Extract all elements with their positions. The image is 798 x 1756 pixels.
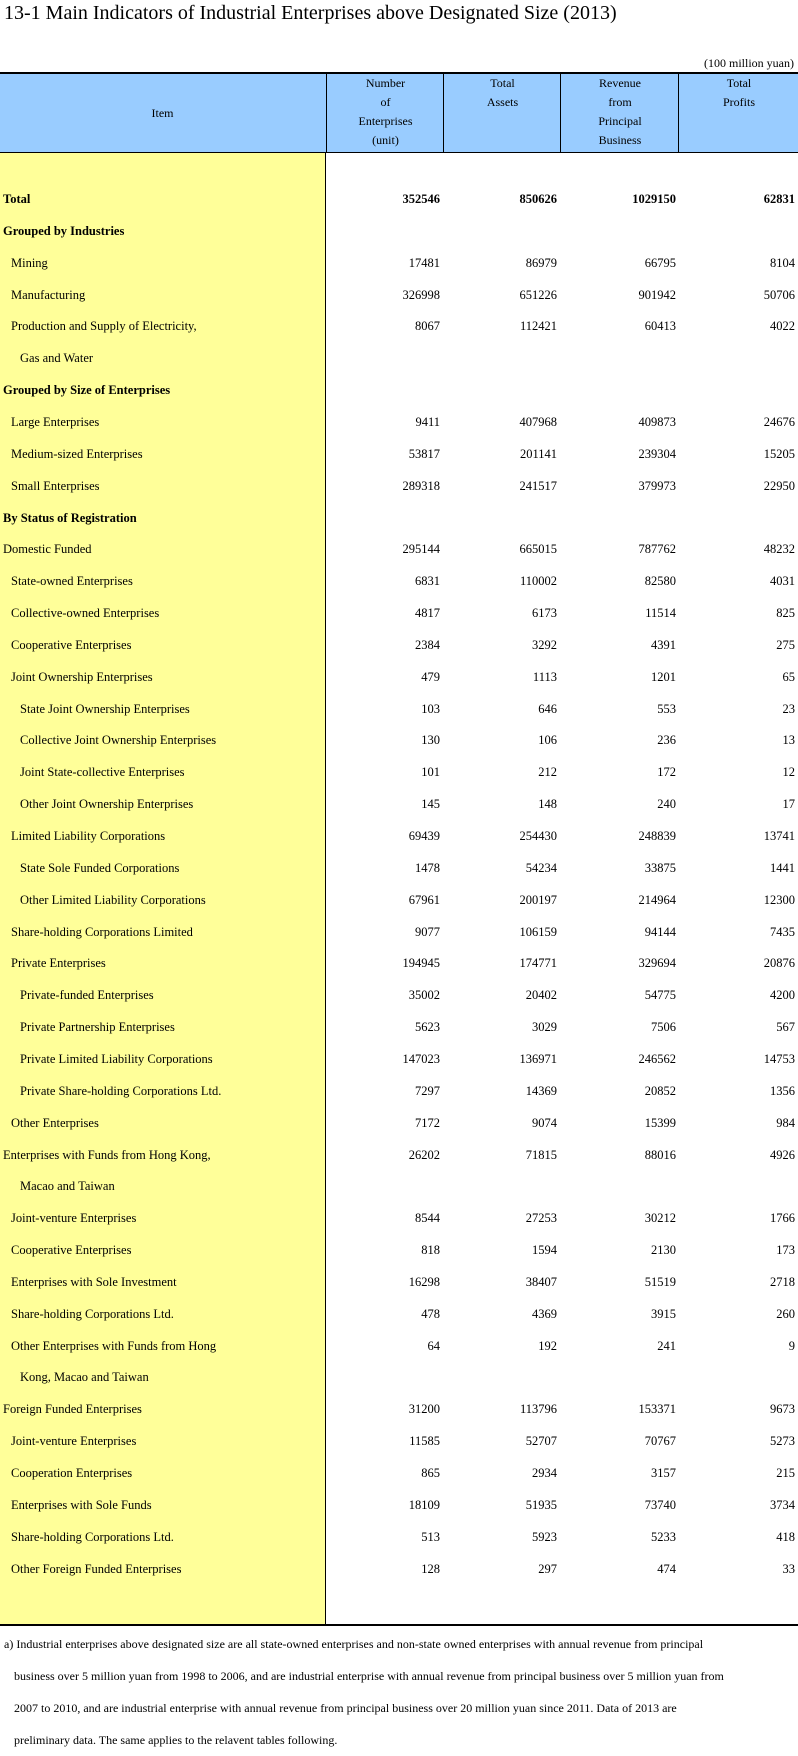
- table-row: [0, 884, 798, 916]
- row-value: 148: [538, 797, 557, 812]
- header-line: Enterprises: [358, 114, 413, 128]
- row-value: 60413: [644, 319, 676, 334]
- row-value: 147023: [402, 1051, 440, 1066]
- row-value: 236: [657, 733, 676, 748]
- footnote-line: business over 5 million yuan from 1998 to 2006, and are industrial enterprise with annual revenue from principal business over 5 million yuan from: [14, 1669, 724, 1683]
- row-value: 2934: [532, 1466, 557, 1480]
- table-row: [0, 1170, 798, 1202]
- row-label: Small Enterprises: [11, 478, 100, 493]
- row-value: 1478: [415, 860, 440, 875]
- row-value: 7435: [770, 924, 795, 939]
- table-row: [0, 1139, 798, 1171]
- row-value: 825: [776, 606, 795, 621]
- table-row: [0, 502, 798, 534]
- table-row: [0, 1553, 798, 1585]
- row-value: 3292: [532, 637, 557, 652]
- row-value: 110002: [519, 574, 557, 589]
- table-row: [0, 1202, 798, 1234]
- row-value: 1766: [770, 1211, 795, 1226]
- row-value: 7506: [651, 1020, 676, 1035]
- row-value: 14369: [525, 1083, 557, 1098]
- header-total-assets: [443, 74, 561, 152]
- row-value: 275: [776, 637, 795, 652]
- row-label: Limited Liability Corporations: [11, 829, 166, 843]
- table-row: [0, 374, 798, 406]
- row-label: State Sole Funded Corporations: [20, 860, 180, 875]
- row-value: 407968: [519, 414, 557, 429]
- row-value: 5623: [415, 1020, 440, 1035]
- row-value: 33875: [644, 860, 676, 875]
- row-value: 53817: [408, 446, 440, 461]
- row-value: 787762: [638, 542, 676, 557]
- row-value: 112421: [519, 319, 557, 334]
- row-value: 128: [421, 1561, 440, 1576]
- data-table: [0, 72, 798, 1626]
- row-value: 7172: [415, 1115, 440, 1130]
- row-label: Production and Supply of Electricity,: [11, 319, 197, 334]
- row-value: 1594: [532, 1243, 557, 1258]
- row-value: 5233: [651, 1529, 676, 1544]
- row-value: 2718: [770, 1274, 795, 1289]
- row-value: 329694: [638, 956, 676, 971]
- row-value: 2384: [415, 637, 440, 652]
- table-row: [0, 438, 798, 470]
- row-label: Kong, Macao and Taiwan: [20, 1370, 149, 1385]
- row-value: 326998: [402, 287, 440, 302]
- row-value: 240: [657, 797, 676, 812]
- table-row: [0, 1107, 798, 1139]
- row-value: 352546: [402, 192, 440, 206]
- row-value: 113796: [519, 1402, 557, 1417]
- row-label: Cooperative Enterprises: [11, 1243, 132, 1258]
- row-value: 4369: [532, 1306, 557, 1321]
- row-value: 54234: [525, 860, 557, 875]
- row-value: 48232: [763, 542, 795, 557]
- row-value: 3029: [532, 1020, 557, 1035]
- row-label: Enterprises with Sole Investment: [11, 1274, 177, 1289]
- row-label: Cooperation Enterprises: [11, 1466, 133, 1480]
- row-value: 6831: [415, 574, 440, 589]
- row-value: 297: [538, 1561, 557, 1576]
- table-row: [0, 565, 798, 597]
- row-value: 62831: [763, 192, 795, 206]
- table-row: [0, 279, 798, 311]
- row-value: 260: [776, 1306, 795, 1321]
- row-value: 26202: [408, 1147, 440, 1162]
- row-value: 66795: [644, 255, 676, 270]
- table-row: [0, 1425, 798, 1457]
- row-value: 14753: [763, 1051, 795, 1066]
- table-row: [0, 1043, 798, 1075]
- table-row: [0, 533, 798, 565]
- row-value: 553: [657, 701, 676, 716]
- row-value: 214964: [638, 892, 676, 907]
- footnote-line: 2007 to 2010, and are industrial enterprise with annual revenue from principal business over 20 million yuan since 2011. Data of 2013 are: [14, 1701, 677, 1715]
- row-value: 20876: [763, 956, 795, 971]
- header-item: Item: [151, 106, 174, 120]
- table-row: [0, 1393, 798, 1425]
- row-value: 418: [776, 1529, 795, 1544]
- header-line: from: [608, 95, 632, 109]
- row-value: 94144: [644, 924, 676, 939]
- row-value: 11514: [645, 606, 676, 621]
- row-value: 1356: [770, 1083, 795, 1098]
- row-label: Private Share-holding Corporations Ltd.: [20, 1083, 222, 1098]
- header-revenue: [560, 74, 679, 152]
- table-row: [0, 597, 798, 629]
- table-row: [0, 215, 798, 247]
- row-value: 15205: [763, 446, 795, 461]
- row-label: Private-funded Enterprises: [20, 988, 154, 1003]
- row-value: 31200: [408, 1402, 440, 1417]
- table-row: [0, 916, 798, 948]
- row-label: Joint Ownership Enterprises: [11, 669, 153, 684]
- table-row: [0, 1298, 798, 1330]
- row-value: 8544: [415, 1211, 440, 1226]
- row-value: 200197: [519, 892, 557, 907]
- row-value: 567: [776, 1020, 795, 1035]
- table-row: [0, 342, 798, 374]
- row-value: 474: [657, 1561, 676, 1576]
- row-value: 17: [782, 797, 795, 812]
- table-row: [0, 1489, 798, 1521]
- row-label: Private Limited Liability Corporations: [20, 1051, 213, 1066]
- header-total-profits: [678, 74, 798, 152]
- row-label: Joint-venture Enterprises: [11, 1211, 137, 1226]
- row-value: 248839: [638, 829, 676, 843]
- row-value: 212: [538, 765, 557, 780]
- row-value: 665015: [519, 542, 557, 557]
- row-value: 54775: [644, 988, 676, 1003]
- row-value: 1201: [651, 669, 676, 684]
- row-label: Macao and Taiwan: [20, 1179, 115, 1194]
- table-row: [0, 756, 798, 788]
- row-value: 64: [427, 1338, 440, 1353]
- row-value: 73740: [644, 1497, 676, 1512]
- row-value: 3157: [651, 1466, 676, 1480]
- row-value: 239304: [638, 446, 676, 461]
- row-value: 3734: [770, 1497, 795, 1512]
- row-value: 16298: [408, 1274, 440, 1289]
- row-value: 71815: [525, 1147, 557, 1162]
- row-label: Enterprises with Sole Funds: [11, 1497, 152, 1512]
- row-label: Manufacturing: [11, 287, 86, 302]
- row-value: 18109: [408, 1497, 440, 1512]
- row-value: 194945: [402, 956, 440, 971]
- row-value: 254430: [519, 829, 557, 843]
- row-value: 130: [421, 733, 440, 748]
- row-value: 6173: [532, 606, 557, 621]
- row-value: 9077: [415, 924, 440, 939]
- row-value: 13: [782, 733, 795, 748]
- row-value: 88016: [644, 1147, 676, 1162]
- footnote-line: a) Industrial enterprises above designated size are all state-owned enterprises and non-state owned enterprises with annual revenue from principal: [4, 1637, 704, 1651]
- row-label: Total: [3, 192, 31, 206]
- row-value: 51935: [525, 1497, 557, 1512]
- unit-label: (100 million yuan): [704, 56, 794, 70]
- row-value: 145: [421, 797, 440, 812]
- row-label: Medium-sized Enterprises: [11, 446, 143, 461]
- table-row: [0, 979, 798, 1011]
- header-line: Assets: [486, 95, 519, 109]
- row-value: 153371: [638, 1402, 676, 1417]
- row-value: 11585: [409, 1434, 440, 1449]
- row-label: Cooperative Enterprises: [11, 637, 132, 652]
- table-row: [0, 1361, 798, 1393]
- row-value: 4391: [651, 637, 676, 652]
- row-value: 241: [657, 1338, 676, 1353]
- row-label: Foreign Funded Enterprises: [3, 1402, 142, 1417]
- row-value: 22950: [763, 478, 795, 493]
- table-row: [0, 693, 798, 725]
- row-value: 24676: [763, 414, 795, 429]
- row-value: 174771: [519, 956, 557, 971]
- header-line: Total: [490, 76, 515, 90]
- row-value: 51519: [644, 1274, 676, 1289]
- row-label: By Status of Registration: [3, 510, 137, 525]
- header-line: Profits: [722, 95, 755, 109]
- row-value: 106159: [519, 924, 557, 939]
- row-value: 82580: [644, 574, 676, 589]
- row-value: 1441: [770, 860, 795, 875]
- row-value: 13741: [763, 829, 795, 843]
- header-number-of-enterprises: [326, 74, 444, 152]
- row-value: 409873: [638, 414, 676, 429]
- row-value: 5923: [532, 1529, 557, 1544]
- row-value: 2130: [651, 1243, 676, 1258]
- row-value: 1029150: [632, 192, 676, 206]
- row-value: 70767: [644, 1434, 676, 1449]
- row-label: Other Enterprises: [11, 1115, 99, 1130]
- row-label: Gas and Water: [20, 351, 94, 366]
- table-title: 13-1 Main Indicators of Industrial Enterprises above Designated Size (2013): [4, 2, 617, 24]
- header-line: Principal: [598, 114, 642, 128]
- row-value: 4926: [770, 1147, 795, 1162]
- row-value: 103: [421, 701, 440, 716]
- row-value: 20402: [525, 988, 557, 1003]
- table-row: [0, 1330, 798, 1362]
- row-value: 9074: [532, 1115, 557, 1130]
- row-value: 984: [776, 1115, 795, 1130]
- header-line: Business: [598, 133, 642, 147]
- row-value: 1113: [532, 669, 557, 684]
- row-label: Joint-venture Enterprises: [11, 1434, 137, 1449]
- row-value: 17481: [408, 255, 440, 270]
- row-value: 818: [421, 1243, 440, 1258]
- row-value: 241517: [519, 478, 557, 493]
- table-row: [0, 947, 798, 979]
- table-row: [0, 852, 798, 884]
- row-value: 52707: [525, 1434, 557, 1449]
- table-row: [0, 1011, 798, 1043]
- row-value: 192: [538, 1338, 557, 1353]
- row-value: 8104: [770, 255, 795, 270]
- row-value: 65: [782, 669, 795, 684]
- row-value: 4817: [415, 606, 440, 621]
- row-value: 23: [782, 701, 795, 716]
- row-label: Other Foreign Funded Enterprises: [11, 1561, 182, 1576]
- header-line: Number: [365, 76, 406, 90]
- row-value: 479: [421, 669, 440, 684]
- header-line: of: [380, 95, 391, 109]
- row-value: 27253: [525, 1211, 557, 1226]
- table-row: [0, 629, 798, 661]
- row-value: 513: [421, 1529, 440, 1544]
- row-label: Enterprises with Funds from Hong Kong,: [3, 1147, 211, 1162]
- table-row: [0, 1521, 798, 1553]
- table-row: [0, 1075, 798, 1107]
- row-value: 9411: [415, 414, 440, 429]
- row-label: Large Enterprises: [11, 414, 100, 429]
- row-value: 4200: [770, 988, 795, 1003]
- row-value: 9: [788, 1338, 795, 1353]
- row-value: 901942: [638, 287, 676, 302]
- table-row: [0, 470, 798, 502]
- row-value: 379973: [638, 478, 676, 493]
- row-label: Mining: [11, 255, 48, 270]
- row-label: Domestic Funded: [3, 542, 92, 557]
- header-line: (unit): [372, 133, 399, 147]
- table-row: [0, 724, 798, 756]
- row-value: 4022: [770, 319, 795, 334]
- row-value: 20852: [644, 1083, 676, 1098]
- row-value: 106: [538, 733, 557, 748]
- row-value: 30212: [644, 1211, 676, 1226]
- footnote: [4, 1628, 794, 1756]
- row-value: 101: [421, 765, 440, 780]
- row-value: 33: [782, 1561, 795, 1576]
- row-value: 3915: [651, 1306, 676, 1321]
- row-value: 9673: [770, 1402, 795, 1417]
- row-label: Joint State-collective Enterprises: [20, 765, 185, 780]
- footnote-line: preliminary data. The same applies to the relavent tables following.: [14, 1733, 338, 1747]
- row-label: Private Partnership Enterprises: [20, 1020, 175, 1035]
- row-value: 646: [538, 701, 557, 716]
- row-value: 67961: [408, 892, 440, 907]
- row-value: 8067: [415, 319, 440, 334]
- row-value: 215: [776, 1466, 795, 1480]
- table-row: [0, 1234, 798, 1266]
- row-label: State Joint Ownership Enterprises: [20, 701, 190, 716]
- header-line: Revenue: [599, 76, 641, 90]
- row-value: 12300: [763, 892, 795, 907]
- table-header: [0, 74, 798, 153]
- row-label: Other Limited Liability Corporations: [20, 892, 206, 907]
- row-value: 172: [657, 765, 676, 780]
- row-label: Collective Joint Ownership Enterprises: [20, 733, 217, 748]
- table-row: [0, 1266, 798, 1298]
- row-value: 850626: [519, 192, 557, 206]
- table-row: [0, 820, 798, 852]
- row-value: 246562: [638, 1051, 676, 1066]
- row-value: 15399: [644, 1115, 676, 1130]
- table-row: [0, 406, 798, 438]
- row-value: 478: [421, 1306, 440, 1321]
- row-label: Share-holding Corporations Ltd.: [11, 1306, 174, 1321]
- row-label: Other Enterprises with Funds from Hong: [11, 1338, 217, 1353]
- table-row: [0, 1457, 798, 1489]
- row-label: Grouped by Industries: [3, 223, 125, 238]
- row-value: 7297: [415, 1083, 440, 1098]
- row-label: State-owned Enterprises: [11, 574, 133, 589]
- header-line: Total: [726, 76, 752, 90]
- table-row: [0, 661, 798, 693]
- row-label: Share-holding Corporations Ltd.: [11, 1529, 174, 1544]
- row-label: Collective-owned Enterprises: [11, 606, 160, 621]
- table-row: [0, 183, 798, 215]
- row-value: 136971: [519, 1051, 557, 1066]
- row-value: 4031: [770, 574, 795, 589]
- table-row: [0, 310, 798, 342]
- row-value: 173: [776, 1243, 795, 1258]
- row-value: 289318: [402, 478, 440, 493]
- row-value: 50706: [763, 287, 795, 302]
- row-value: 69439: [408, 829, 440, 843]
- row-label: Private Enterprises: [11, 956, 106, 971]
- row-value: 35002: [408, 988, 440, 1003]
- row-label: Share-holding Corporations Limited: [11, 924, 193, 939]
- row-value: 865: [421, 1466, 440, 1480]
- row-value: 12: [782, 765, 795, 780]
- row-value: 201141: [519, 446, 557, 461]
- row-value: 295144: [402, 542, 440, 557]
- row-value: 651226: [519, 287, 557, 302]
- row-value: 5273: [770, 1434, 795, 1449]
- row-value: 38407: [525, 1274, 557, 1289]
- table-row: [0, 247, 798, 279]
- row-label: Other Joint Ownership Enterprises: [20, 797, 194, 812]
- row-value: 86979: [525, 255, 557, 270]
- table-row: [0, 788, 798, 820]
- row-label: Grouped by Size of Enterprises: [3, 383, 171, 398]
